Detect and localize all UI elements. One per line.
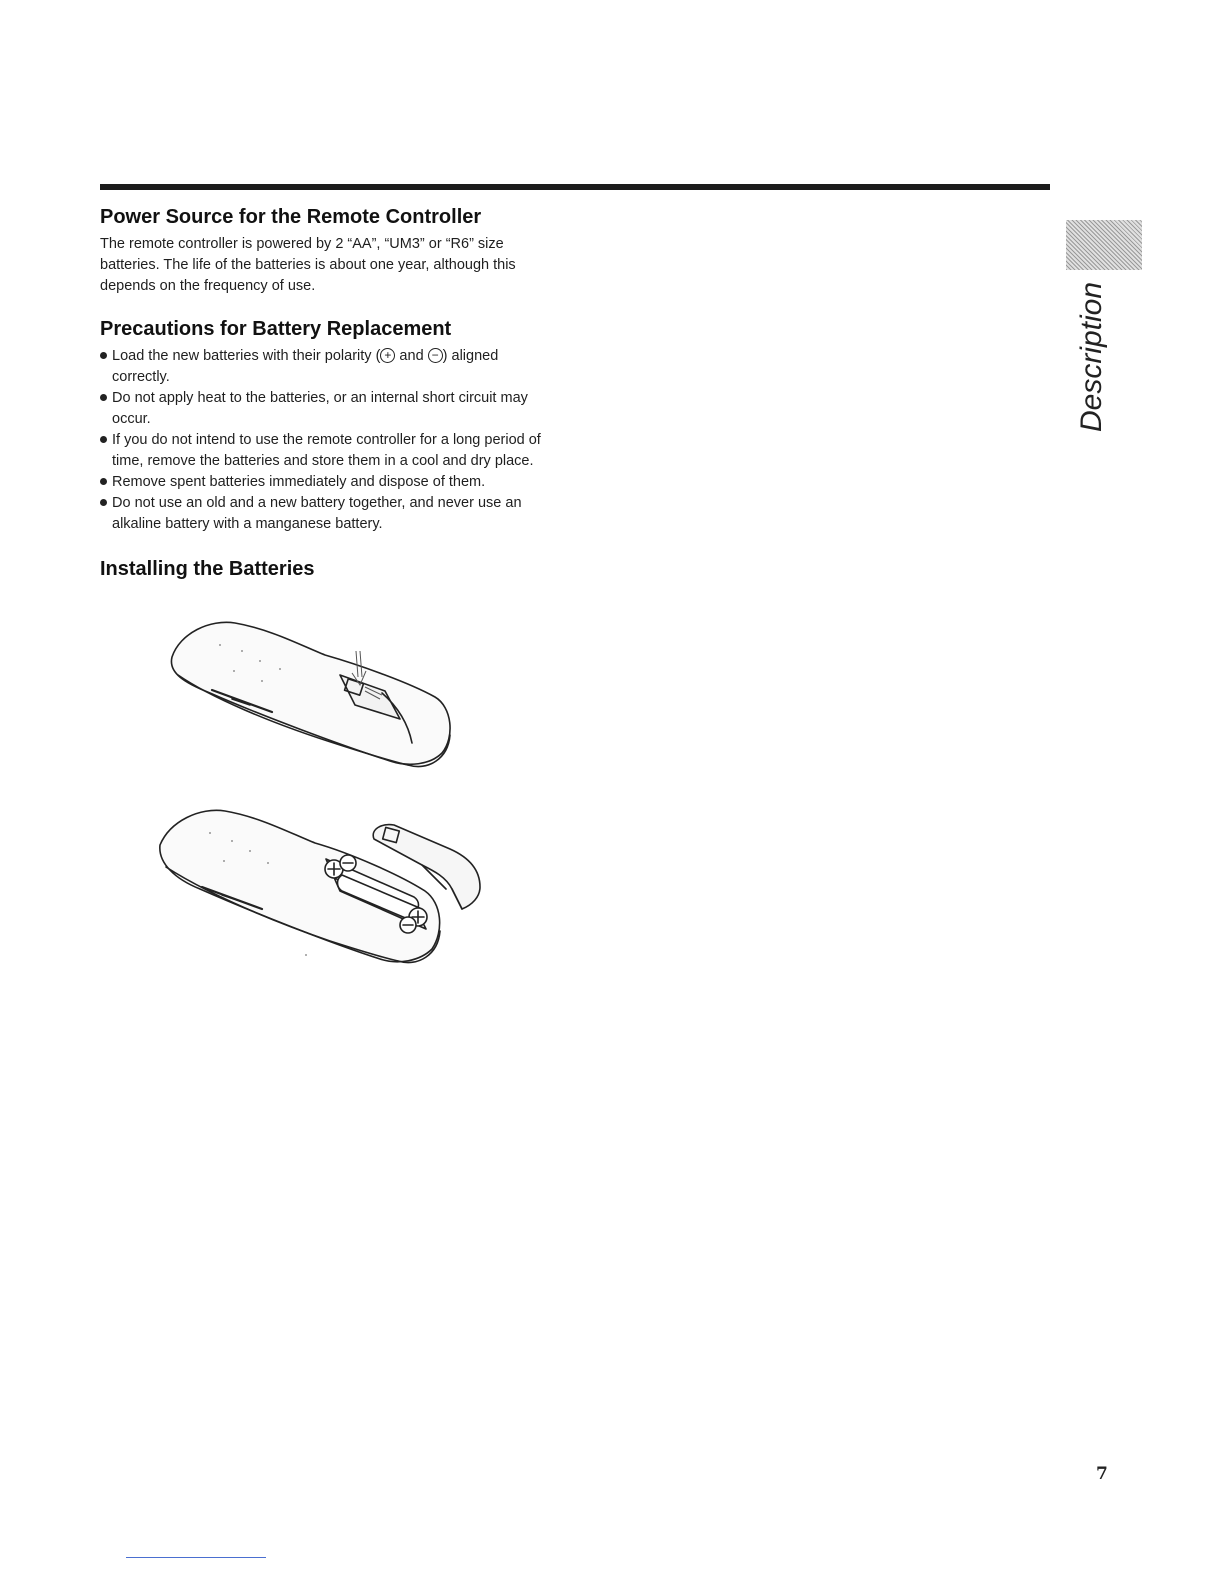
power-source-heading: Power Source for the Remote Controller [100,206,482,228]
bullet-icon [100,352,107,359]
polarity-text-end: ) aligned correctly. [112,348,499,385]
section-tab-pattern [1066,220,1142,270]
list-item [100,430,550,472]
list-item-text: Do not apply heat to the batteries, or an internal short circuit may occur. [112,390,528,427]
list-item-text: Do not use an old and a new battery together, and never use an alkaline battery with a manganese battery. [112,495,522,532]
list-item-text: Remove spent batteries immediately and dispose of them. [112,474,486,490]
list-item-text: If you do not intend to use the remote controller for a long period of time, remove the batteries and store them in a cool and dry place. [112,432,541,469]
page-content [100,205,550,581]
footer-rule [126,1557,266,1558]
precautions-heading: Precautions for Battery Replacement [100,318,452,340]
list-item [100,346,550,388]
list-item [100,472,550,493]
remote-cover-closed-illustration [150,615,490,775]
precautions-list [100,346,550,535]
top-rule [100,184,1050,190]
polarity-text-and: and [395,348,428,364]
remote-batteries-illustration [150,805,490,975]
list-item [100,493,550,535]
section-tab-label: Description [1075,281,1108,433]
list-item [100,388,550,430]
bullet-icon [100,478,107,485]
page-number: 7 [1096,1464,1108,1484]
bullet-icon [100,499,107,506]
bullet-icon [100,394,107,401]
plus-icon: + [380,348,395,363]
section-tab [1068,272,1116,442]
polarity-text-start: Load the new batteries with their polarity ( [112,348,381,364]
bullet-icon [100,436,107,443]
power-source-text: The remote controller is powered by 2 “AA”, “UM3” or “R6” size batteries. The life of the batteries is about one year, although this depends on the frequency of use. [100,236,516,294]
installing-heading: Installing the Batteries [100,558,315,580]
minus-icon: − [428,348,443,363]
